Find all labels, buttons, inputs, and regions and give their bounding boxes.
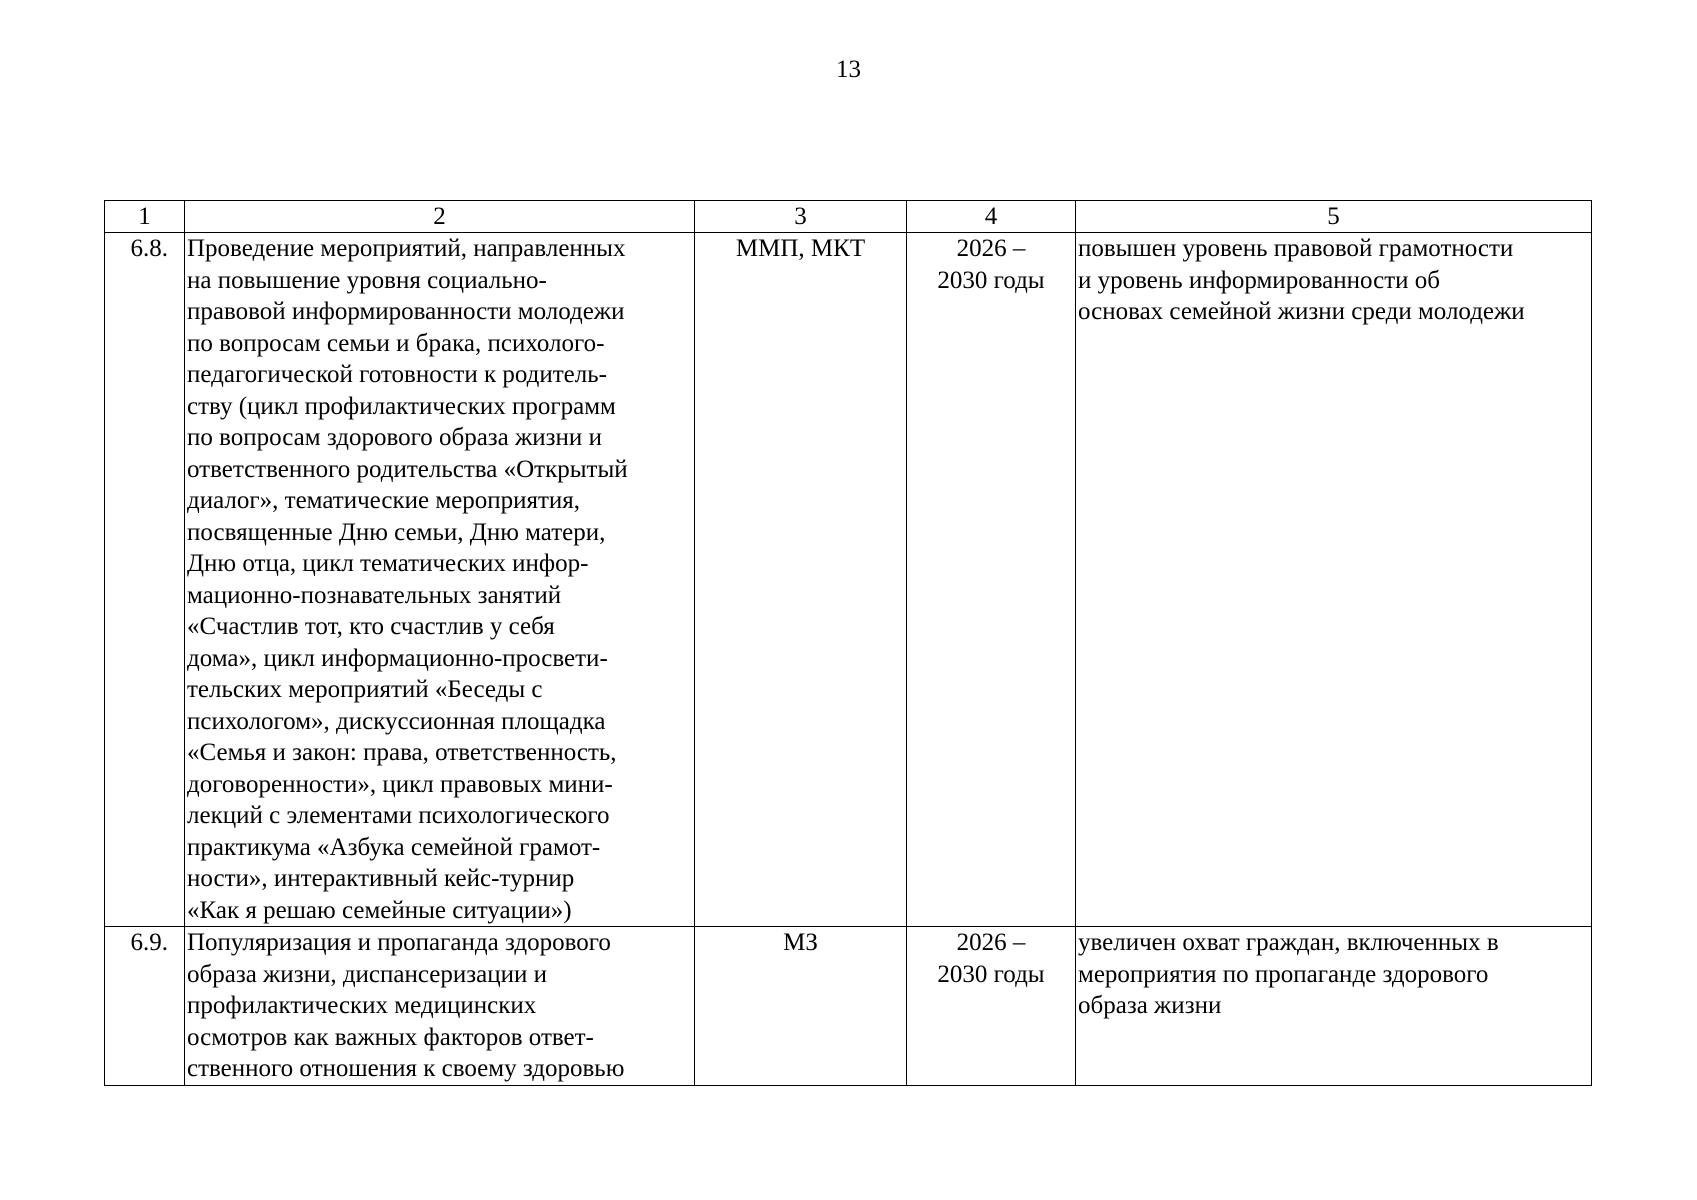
table-row — [105, 233, 1592, 927]
period-text: 2026 – 2030 годы — [937, 929, 1045, 988]
responsible-text: МЗ — [783, 929, 818, 956]
result-text: повышен уровень правовой грамотности и уровень информированности об основах семейной жизни среди молодежи — [1078, 235, 1525, 325]
row-number: 6.9. — [105, 927, 185, 1086]
column-header-5: 5 — [1076, 201, 1592, 233]
column-header-1: 1 — [105, 201, 185, 233]
table-header-row — [105, 201, 1592, 233]
activities-table — [104, 200, 1592, 1086]
table-row — [105, 927, 1592, 1086]
period-text: 2026 – 2030 годы — [937, 235, 1045, 294]
activity-text: Популяризация и пропаганда здорового образа жизни, диспансеризации и профилактических медицинских осмотров как важных факторов ответ- ственного отношения к своему здоровью — [187, 929, 625, 1082]
page-number: 13 — [836, 56, 861, 83]
column-header-4: 4 — [907, 201, 1076, 233]
result-text: увеличен охват граждан, включенных в мероприятия по пропаганде здорового образа жизни — [1078, 929, 1499, 1019]
activity-text: Проведение мероприятий, направленных на повышение уровня социально- правовой информированности молодежи по вопросам семьи и брака, психолого- педагогической готовности к родитель- ству (цикл профилактических программ по вопросам здорового образа жизни и ответственного родительства «Открытый диалог», тематические мероприятия, посвященные Дню семьи, Дню матери, Дню отца, цикл тематических инфор- мационно-познавательных занятий «Счастлив тот, кто счастлив у себя дома», цикл информационно-просвети- тельских мероприятий «Беседы с психологом», дискуссионная площадка «Семья и закон: права, ответственность, договоренности», цикл правовых мини- лекций с элементами психологического практикума «Азбука семейной грамот- ности», интерактивный кейс-турнир «Как я решаю семейные ситуации») — [187, 235, 628, 924]
responsible-text: ММП, МКТ — [735, 235, 866, 262]
column-header-3: 3 — [695, 201, 907, 233]
column-header-2: 2 — [185, 201, 695, 233]
row-number: 6.8. — [105, 233, 185, 927]
